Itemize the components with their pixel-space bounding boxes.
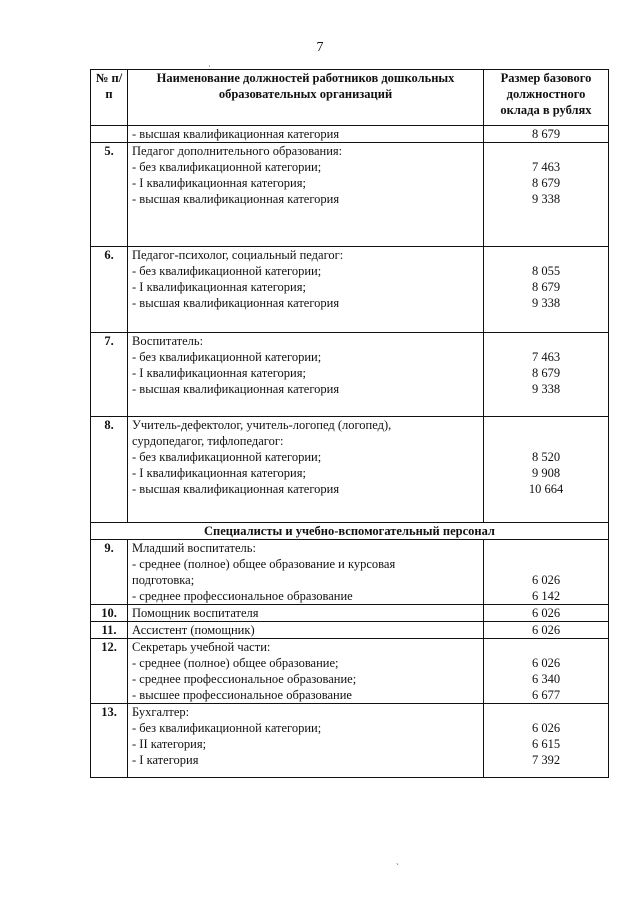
row-line: - I квалификационная категория;: [132, 176, 306, 190]
table-row-13: [91, 704, 609, 778]
row-value-line: 8 055: [531, 264, 561, 278]
table-header-row: [91, 70, 609, 126]
row-value-line: 6 026: [531, 721, 561, 735]
row-values: [484, 704, 609, 778]
row-text: [128, 540, 484, 605]
row-value-line: 6 142: [531, 589, 561, 603]
section-row: [91, 523, 609, 540]
row-value-line: 10 664: [528, 482, 564, 496]
row-text: [128, 333, 484, 417]
row-value-line: 9 338: [531, 192, 561, 206]
row-line: - высшая квалификационная категория: [132, 127, 340, 141]
row-line: - без квалификационной категории;: [132, 264, 322, 278]
scan-tick: ˋ: [396, 862, 399, 872]
row-num: 9.: [91, 540, 128, 605]
row-line: - высшее профессиональное образование: [132, 688, 352, 702]
row-num: 10.: [91, 605, 128, 622]
header-position: Наименование должностей работников дошкольных образовательных организаций: [128, 70, 484, 126]
row-values: [484, 417, 609, 523]
row-text: [128, 247, 484, 333]
row-line: - среднее (полное) общее образование;: [132, 656, 339, 670]
table-row-11: [91, 622, 609, 639]
row-line: - I квалификационная категория;: [132, 466, 306, 480]
row-text: [128, 417, 484, 523]
row-value-line: 7 463: [531, 350, 561, 364]
row-values: [484, 639, 609, 704]
row-title: сурдопедагог, тифлопедагог:: [132, 434, 284, 448]
row-title: Ассистент (помощник): [128, 622, 484, 639]
row-line: - среднее (полное) общее образование и курсовая: [132, 557, 396, 571]
row-line: - без квалификационной категории;: [132, 721, 322, 735]
header-salary: Размер базового должностного оклада в рублях: [484, 70, 609, 126]
row-line: - высшая квалификационная категория: [132, 192, 340, 206]
row-title: Педагог-психолог, социальный педагог:: [132, 248, 344, 262]
row-line: - без квалификационной категории;: [132, 450, 322, 464]
row-text: [128, 143, 484, 247]
row-values: [484, 143, 609, 247]
row-text: [128, 639, 484, 704]
row-num: [91, 126, 128, 143]
row-line: - высшая квалификационная категория: [132, 296, 340, 310]
row-num: 7.: [91, 333, 128, 417]
row-line: - высшая квалификационная категория: [132, 382, 340, 396]
row-title: Секретарь учебной части:: [132, 640, 271, 654]
row-value-line: 6 340: [531, 672, 561, 686]
row-title: Помощник воспитателя: [128, 605, 484, 622]
row-value: [484, 126, 609, 143]
row-line: - II категория;: [132, 737, 207, 751]
row-num: 12.: [91, 639, 128, 704]
row-line: - без квалификационной категории;: [132, 160, 322, 174]
row-value-line: 7 392: [531, 753, 561, 767]
table-row-6: [91, 247, 609, 333]
row-value-line: 9 338: [531, 382, 561, 396]
table-row-9: [91, 540, 609, 605]
row-title: Бухгалтер:: [132, 705, 190, 719]
row-values: [484, 247, 609, 333]
table-row-continuation: [91, 126, 609, 143]
table-row-5: [91, 143, 609, 247]
row-value-line: 7 463: [531, 160, 561, 174]
row-text: [128, 704, 484, 778]
table-row-12: [91, 639, 609, 704]
row-title: Младший воспитатель:: [132, 541, 256, 555]
row-value: 6 026: [484, 622, 609, 639]
row-line: - среднее профессиональное образование: [132, 589, 353, 603]
table-row-7: [91, 333, 609, 417]
row-title: Воспитатель:: [132, 334, 204, 348]
row-num: 8.: [91, 417, 128, 523]
row-title: Педагог дополнительного образования:: [132, 144, 343, 158]
row-value-line: 9 338: [531, 296, 561, 310]
row-line: - среднее профессиональное образование;: [132, 672, 357, 686]
header-num: № п/п: [91, 70, 128, 126]
row-num: 13.: [91, 704, 128, 778]
row-line: подготовка;: [132, 573, 195, 587]
row-line: - I категория: [132, 753, 199, 767]
row-text: [128, 126, 484, 143]
row-value-line: 6 026: [531, 656, 561, 670]
row-value-line: 8 679: [531, 127, 561, 141]
row-value: 6 026: [484, 605, 609, 622]
salary-table: [90, 69, 609, 778]
row-values: [484, 540, 609, 605]
row-value-line: 9 908: [531, 466, 561, 480]
row-value-line: 8 679: [531, 366, 561, 380]
row-value-line: 6 615: [531, 737, 561, 751]
page-number: 7: [316, 40, 324, 55]
row-line: - без квалификационной категории;: [132, 350, 322, 364]
row-value-line: 6 677: [531, 688, 561, 702]
row-num: 5.: [91, 143, 128, 247]
row-values: [484, 333, 609, 417]
row-num: 11.: [91, 622, 128, 639]
row-line: - I квалификационная категория;: [132, 366, 306, 380]
row-num: 6.: [91, 247, 128, 333]
table-row-8: [91, 417, 609, 523]
section-title: Специалисты и учебно-вспомогательный персонал: [91, 523, 609, 540]
row-value-line: 8 679: [531, 176, 561, 190]
row-line: - высшая квалификационная категория: [132, 482, 340, 496]
row-value-line: 8 520: [531, 450, 561, 464]
row-title: Учитель-дефектолог, учитель-логопед (логопед),: [132, 418, 392, 432]
table-row-10: [91, 605, 609, 622]
row-line: - I квалификационная категория;: [132, 280, 306, 294]
row-value-line: 6 026: [531, 573, 561, 587]
row-value-line: 8 679: [531, 280, 561, 294]
scan-speck: ·: [208, 62, 211, 71]
